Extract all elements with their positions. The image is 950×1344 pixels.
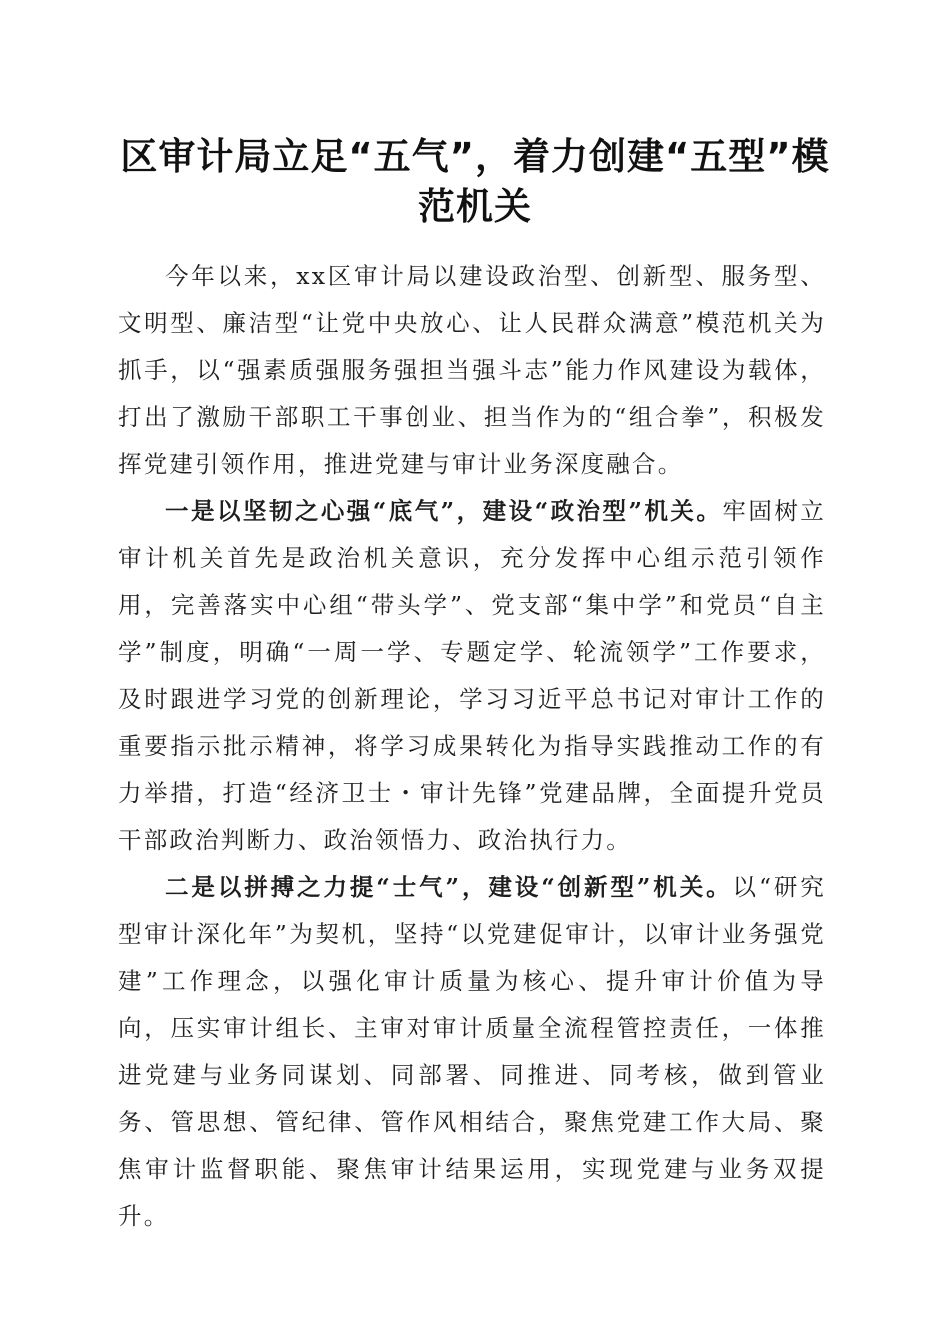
document-body — [118, 253, 826, 1240]
paragraph-text: 今年以来，xx区审计局以建设政治型、创新型、服务型、文明型、廉洁型“让党中央放心、让人民群众满意”模范机关为抓手，以“强素质强服务强担当强斗志”能力作风建设为载体，打出了激励干部职工干事创业、担当作为的“组合拳”，积极发挥党建引领作用，推进党建与审计业务深度融合。 — [118, 262, 826, 478]
paragraph-text: 牢固树立审计机关首先是政治机关意识，充分发挥中心组示范引领作用，完善落实中心组“带头学”、党支部“集中学”和党员“自主学”制度，明确“一周一学、专题定学、轮流领学”工作要求，及时跟进学习党的创新理论，学习习近平总书记对审计工作的重要指示批示精神，将学习成果转化为指导实践推动工作的有力举措，打造“经济卫士・审计先锋”党建品牌，全面提升党员干部政治判断力、政治领悟力、政治执行力。 — [118, 497, 826, 854]
paragraph-innovative — [118, 864, 826, 1240]
paragraph-lead: 二是以拼搏之力提“士气”，建设“创新型”机关。 — [165, 873, 733, 901]
paragraph-text: 以“研究型审计深化年”为契机，坚持“以党建促审计，以审计业务强党建”工作理念，以强化审计质量为核心、提升审计价值为导向，压实审计组长、主审对审计质量全流程管控责任，一体推进党建与业务同谋划、同部署、同推进、同考核，做到管业务、管思想、管纪律、管作风相结合，聚焦党建工作大局、聚焦审计监督职能、聚焦审计结果运用，实现党建与业务双提升。 — [118, 873, 826, 1230]
paragraph-political — [118, 488, 826, 864]
paragraph-intro — [118, 253, 826, 488]
paragraph-lead: 一是以坚韧之心强“底气”，建设“政治型”机关。 — [165, 497, 723, 525]
document-title: 区审计局立足“五气”，着力创建“五型”模范机关 — [120, 135, 830, 228]
